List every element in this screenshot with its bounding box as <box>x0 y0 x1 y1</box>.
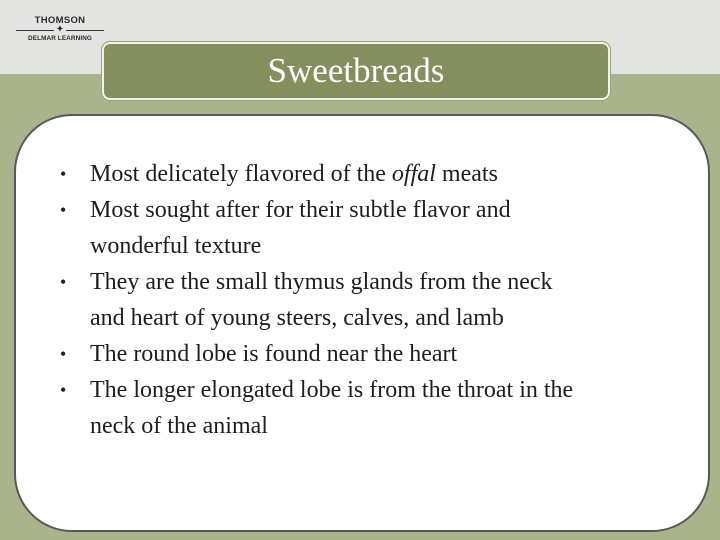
bullet-text-continued: and heart of young steers, calves, and lamb <box>90 305 504 331</box>
bullet-text: meats <box>435 161 498 187</box>
bullet-item <box>60 192 680 264</box>
logo-divider-left <box>16 30 54 31</box>
slide-title: Sweetbreads <box>267 51 445 90</box>
bullet-list <box>60 156 680 444</box>
bullet-item <box>60 372 680 444</box>
logo-divider-right <box>66 30 104 31</box>
bullet-text: The longer elongated lobe is from the throat in the <box>90 377 574 403</box>
bullet-item <box>60 264 680 336</box>
bullet-text: The round lobe is found near the heart <box>90 341 458 367</box>
bullet-text-continued: neck of the animal <box>90 413 268 439</box>
star-icon: ✦ <box>55 24 65 35</box>
bullet-item <box>60 336 680 372</box>
bullet-icon: • <box>60 164 67 184</box>
bullet-text: They are the small thymus glands from the neck <box>90 269 553 295</box>
thomson-delmar-logo <box>14 12 106 44</box>
logo-sub-text: DELMAR LEARNING <box>28 35 92 42</box>
bullet-icon: • <box>60 200 67 220</box>
bullet-icon: • <box>60 380 67 400</box>
bullet-item <box>60 156 680 192</box>
bullet-text: Most sought after for their subtle flavor and <box>90 197 511 223</box>
title-banner <box>102 42 610 100</box>
bullet-text: Most delicately flavored of the <box>90 161 392 187</box>
content-panel <box>14 114 710 532</box>
bullet-icon: • <box>60 344 67 364</box>
logo-brand-text: THOMSON <box>34 15 86 26</box>
bullet-text-continued: wonderful texture <box>90 233 262 259</box>
bullet-icon: • <box>60 272 67 292</box>
bullet-emphasis: offal <box>391 161 436 187</box>
